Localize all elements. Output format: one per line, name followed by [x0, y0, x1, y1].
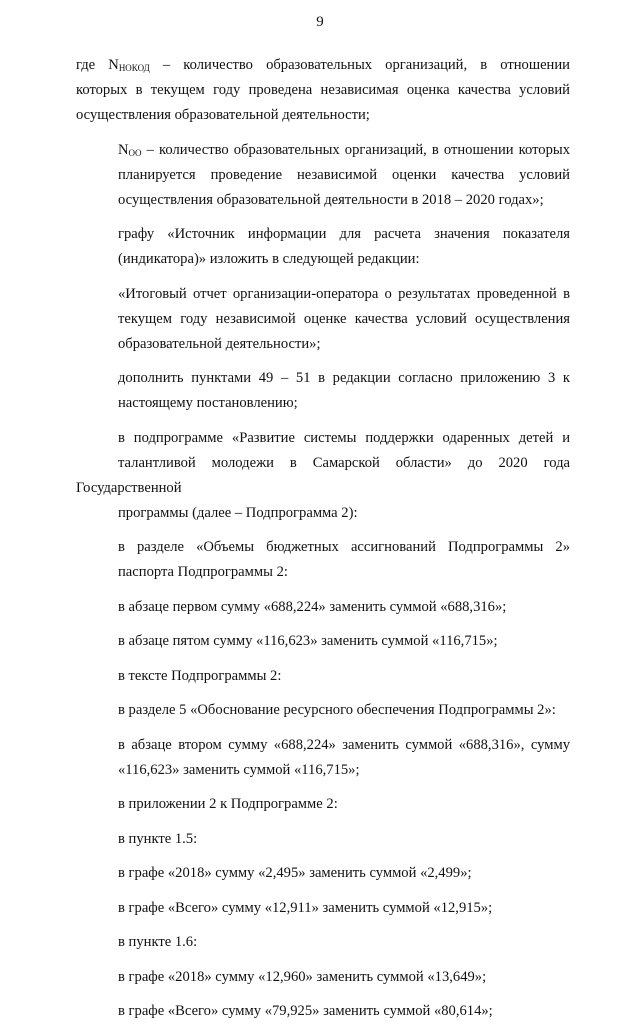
text-line [76, 999, 570, 1024]
text-line [76, 103, 570, 128]
text-line [76, 307, 570, 332]
text-segment: в графе «Всего» сумму «79,925» заменить суммой «80,614»; [118, 1003, 493, 1019]
paragraph [76, 965, 570, 990]
text-segment: где N [76, 57, 119, 73]
text-line [76, 366, 570, 391]
text-segment: настоящему постановлению; [118, 395, 298, 411]
paragraph [76, 53, 570, 128]
text-segment: «Итоговый отчет организации-оператора о результатах проведенной в [118, 285, 570, 302]
text-line [76, 247, 570, 272]
paragraph [76, 999, 570, 1024]
text-segment: осуществления образовательной деятельности; [76, 107, 370, 123]
paragraph [76, 664, 570, 689]
text-line [76, 595, 570, 620]
page-number: 9 [316, 14, 324, 30]
text-segment: графу «Источник информации для расчета значения показателя [118, 226, 570, 242]
text-segment: в пункте 1.5: [118, 830, 198, 847]
text-line [76, 426, 570, 451]
text-segment: дополнить пунктами 49 – 51 в редакции согласно приложению 3 к [118, 370, 570, 386]
text-segment: в абзаце пятом сумму «116,623» заменить суммой «116,715»; [118, 633, 498, 649]
paragraph [76, 896, 570, 921]
paragraph [76, 595, 570, 620]
text-line [76, 451, 570, 501]
text-line [76, 163, 570, 188]
paragraph [76, 861, 570, 886]
text-segment: планируется проведение независимой оценки качества условий [118, 166, 570, 183]
text-segment: в абзаце втором сумму «688,224» заменить суммой «688,316», сумму [118, 736, 570, 753]
paragraph [76, 535, 570, 585]
subscript: ОО [128, 147, 142, 158]
paragraph [76, 366, 570, 416]
paragraph [76, 698, 570, 723]
text-line [76, 698, 570, 723]
text-segment: «116,623» заменить суммой «116,715»; [118, 761, 360, 778]
text-segment: образовательной деятельности»; [118, 335, 321, 352]
text-line [76, 965, 570, 990]
text-line [76, 930, 570, 955]
paragraph [76, 733, 570, 783]
text-line [76, 629, 570, 654]
subscript: НОКОД [118, 63, 150, 73]
paragraph [76, 930, 570, 955]
text-line [76, 138, 570, 163]
paragraph [76, 827, 570, 852]
text-segment: осуществления образовательной деятельности в 2018 – 2020 годах»; [118, 191, 544, 208]
text-line [76, 896, 570, 921]
text-line [76, 222, 570, 247]
text-segment: – количество образовательных организаций, в отношении [149, 57, 570, 73]
text-segment: которых в текущем году проведена независимая оценка качества условий [76, 82, 570, 98]
text-line [76, 535, 570, 560]
text-segment: в графе «2018» сумму «12,960» заменить суммой «13,649»; [118, 968, 487, 985]
paragraph [76, 792, 570, 817]
document-body [76, 53, 570, 1034]
text-line [76, 78, 570, 103]
text-segment: в приложении 2 к Подпрограмме 2: [118, 796, 338, 812]
text-line [76, 560, 570, 585]
paragraph [76, 282, 570, 357]
text-segment: в графе «2018» сумму «2,495» заменить суммой «2,499»; [118, 865, 472, 881]
text-line [76, 282, 570, 307]
text-line [76, 758, 570, 783]
text-segment: в графе «Всего» сумму «12,911» заменить суммой «12,915»; [118, 899, 493, 916]
text-line [76, 861, 570, 886]
text-segment: N [118, 141, 129, 158]
text-segment: в подпрограмме «Развитие системы поддержки одаренных детей и [118, 429, 570, 446]
text-line [76, 332, 570, 357]
paragraph [76, 629, 570, 654]
paragraph [76, 222, 570, 272]
text-segment: в разделе «Объемы бюджетных ассигнований Подпрограммы 2» [118, 539, 570, 555]
text-segment: в пункте 1.6: [118, 934, 198, 950]
text-segment: в абзаце первом сумму «688,224» заменить суммой «688,316»; [118, 598, 507, 615]
text-segment: текущем году независимой оценке качества условий осуществления [118, 310, 570, 327]
text-line [76, 501, 570, 526]
text-line [76, 391, 570, 416]
text-line [76, 733, 570, 758]
text-line [76, 827, 570, 852]
paragraph [76, 138, 570, 213]
text-line [76, 53, 570, 78]
text-segment: (индикатора)» изложить в следующей редакции: [118, 251, 420, 267]
text-line [76, 664, 570, 689]
text-segment: в разделе 5 «Обоснование ресурсного обеспечения Подпрограммы 2»: [118, 702, 556, 718]
text-segment: – количество образовательных организаций, в отношении которых [141, 141, 570, 158]
paragraph [76, 426, 570, 526]
text-line [76, 188, 570, 213]
text-segment: талантливой молодежи в Самарской области» до 2020 года Государственной [76, 454, 570, 496]
text-segment: паспорта Подпрограммы 2: [118, 564, 288, 580]
text-segment: программы (далее – Подпрограмма 2): [118, 504, 358, 521]
text-segment: в тексте Подпрограммы 2: [118, 667, 282, 684]
text-line [76, 792, 570, 817]
